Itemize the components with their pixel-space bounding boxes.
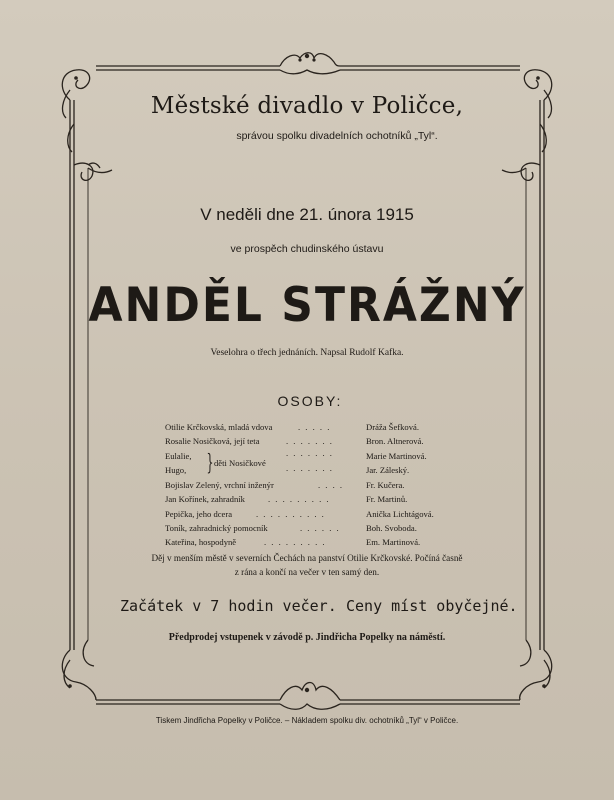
cast-actor: Boh. Svoboda. xyxy=(366,523,417,533)
theater-name: Městské divadlo v Poličce, xyxy=(150,93,464,119)
leader-dots: . . . . . . . xyxy=(286,463,334,473)
setting-line-1: Děj v menším městě v severních Čechách na panství Otilie Krčkovské. Počíná časně xyxy=(151,553,463,563)
organizer-line: správou spolku divadelních ochotníků „Tyl“. xyxy=(236,130,438,142)
cast-role: Jan Kořínek, zahradník xyxy=(165,494,245,504)
siblings-label: děti Nosičkové xyxy=(214,458,266,468)
cast-actor: Dráža Šefková. xyxy=(366,422,419,432)
siblings-brace: } xyxy=(206,451,214,476)
play-title: ANDĚL STRÁŽNÝ xyxy=(88,277,526,334)
printer-imprint: Tiskem Jindřicha Popelky v Poličce. – Nákladem spolku div. ochotníků „Tyl“ v Poličce. xyxy=(155,716,459,725)
cast-actor: Bron. Altnerová. xyxy=(366,436,424,446)
cast-actor: Em. Martinová. xyxy=(366,537,421,547)
cast-role: Bojislav Zelený, vrchní inženýr xyxy=(165,480,274,490)
presale-note: Předprodej vstupenek v závodě p. Jindřicha Popelky na náměstí. xyxy=(168,632,446,643)
play-subtitle: Veselohra o třech jednáních. Napsal Rudolf Kafka. xyxy=(210,348,404,358)
start-time: Začátek v 7 hodin večer. xyxy=(120,597,337,615)
ticket-prices: Ceny míst obyčejné. xyxy=(346,597,518,615)
cast-actor: Fr. Kučera. xyxy=(366,480,405,490)
cast-actor: Anička Lichtágová. xyxy=(366,509,434,519)
leader-dots: . . . . . . . . . xyxy=(264,537,327,547)
benefit-line: ve prospěch chudinského ústavu xyxy=(230,243,384,255)
leader-dots: . . . . . xyxy=(298,422,331,432)
leader-dots: . . . . . . . xyxy=(286,448,334,458)
cast-role: Kateřina, hospodyně xyxy=(165,537,237,547)
cast-role: Hugo, xyxy=(165,465,187,475)
cast-role: Rosalie Nosičková, její teta xyxy=(165,436,260,446)
cast-actor: Marie Martinová. xyxy=(366,451,427,461)
leader-dots: . . . . xyxy=(318,480,344,490)
persons-heading: OSOBY: xyxy=(277,393,343,409)
leader-dots: . . . . . . . . . xyxy=(268,494,331,504)
cast-actor: Fr. Martinů. xyxy=(366,494,408,504)
leader-dots: . . . . . . . xyxy=(286,436,334,446)
leader-dots: . . . . . . xyxy=(300,523,341,533)
leader-dots: . . . . . . . . . . xyxy=(256,509,326,519)
cast-role: Otilie Krčkovská, mladá vdova xyxy=(165,422,273,432)
cast-role: Pepička, jeho dcera xyxy=(165,509,233,519)
cast-role: Eulalie, xyxy=(165,451,192,461)
cast-actor: Jar. Záleský. xyxy=(366,465,410,475)
performance-date: V neděli dne 21. února 1915 xyxy=(200,205,414,224)
setting-line-2: z rána a končí na večer v ten samý den. xyxy=(234,567,380,577)
cast-role: Toník, zahradnický pomocník xyxy=(165,523,268,533)
